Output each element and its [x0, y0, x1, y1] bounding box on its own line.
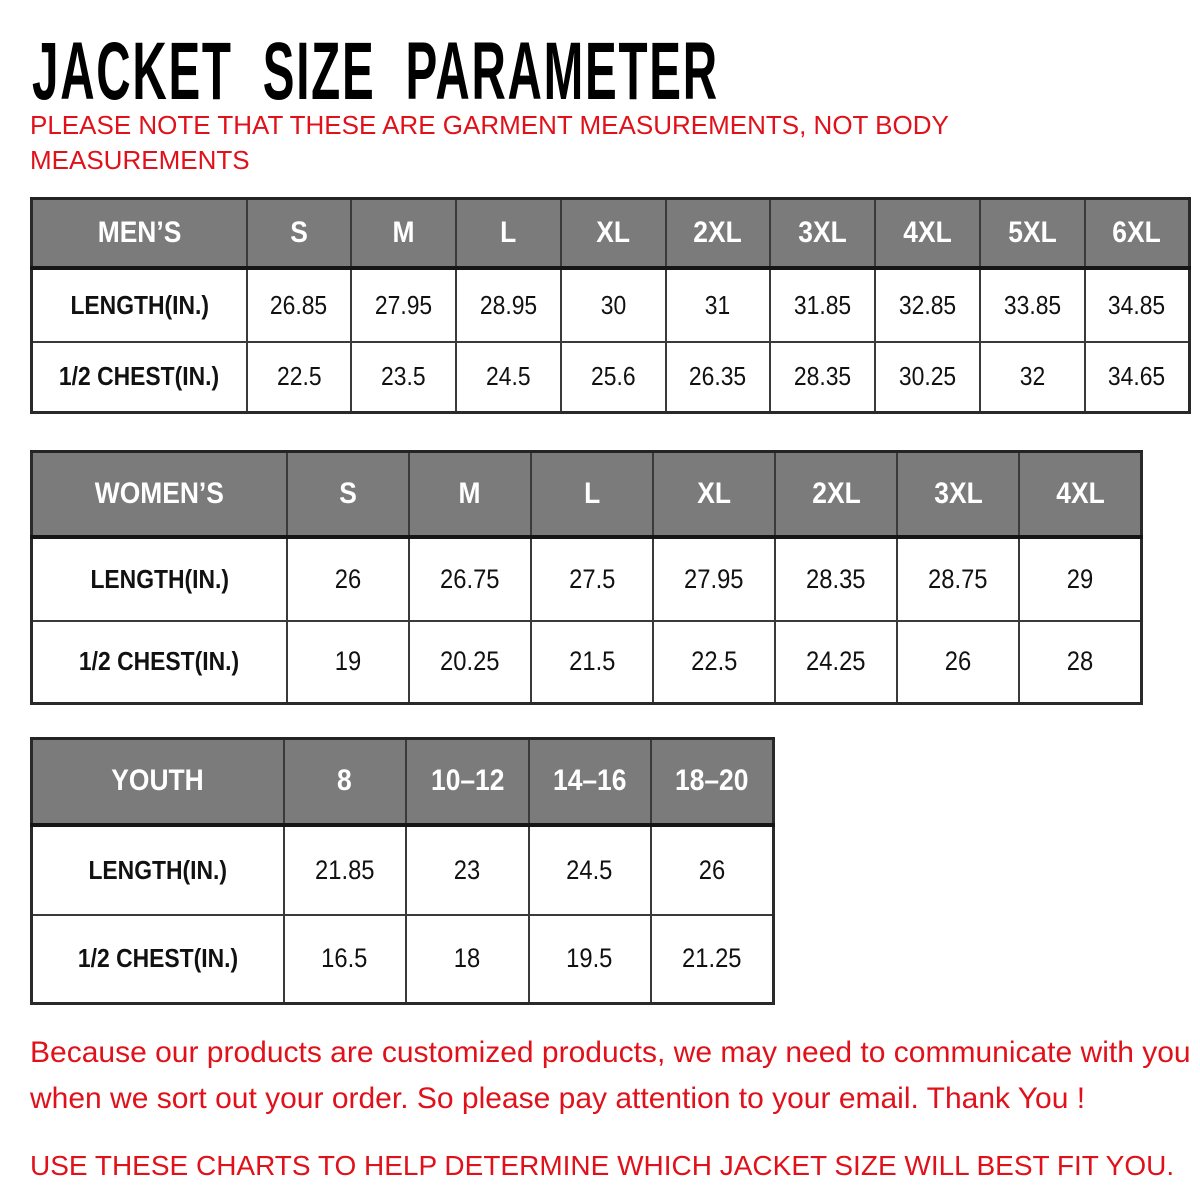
header-label: 6XL [1112, 215, 1161, 249]
womens-size-header-cell [531, 452, 653, 537]
header-label: 2XL [693, 215, 743, 249]
value-cell [287, 621, 409, 704]
youth-category-header-cell [32, 739, 284, 825]
value-text: 26.35 [689, 361, 747, 392]
row-label-cell [32, 825, 284, 915]
value-cell [351, 268, 456, 342]
value-text: 16.5 [321, 943, 368, 974]
value-cell [1085, 342, 1190, 413]
youth-header-row [32, 739, 774, 825]
mens-size-header-cell [980, 199, 1085, 268]
header-label: 5XL [1008, 215, 1057, 249]
value-text: 34.65 [1108, 361, 1166, 392]
value-cell [651, 825, 774, 915]
value-text: 23 [454, 854, 481, 885]
row-label-cell [32, 342, 247, 413]
row-label: LENGTH(IN.) [89, 563, 229, 594]
value-text: 19.5 [566, 943, 613, 974]
mens-data-row [32, 342, 1190, 413]
value-cell [406, 825, 529, 915]
womens-data-row [32, 621, 1142, 704]
value-cell [770, 268, 875, 342]
row-label: LENGTH(IN.) [88, 854, 228, 885]
value-text: 26.85 [270, 289, 328, 320]
header-label: 4XL [903, 215, 952, 249]
value-cell [284, 825, 407, 915]
header-label: 3XL [934, 476, 983, 510]
value-text: 28.35 [806, 563, 866, 594]
value-cell [456, 342, 561, 413]
youth-size-header-cell [406, 739, 529, 825]
row-label-cell [32, 915, 284, 1004]
value-text: 19 [334, 646, 361, 677]
value-cell [775, 537, 897, 621]
youth-size-header-cell [529, 739, 652, 825]
value-text: 27.5 [568, 563, 615, 594]
womens-size-header-cell [409, 452, 531, 537]
value-text: 27.95 [684, 563, 744, 594]
header-label: 8 [337, 764, 353, 798]
header-label: S [290, 215, 308, 249]
note-line-1: PLEASE NOTE THAT THESE ARE GARMENT MEASUREMENTS, NOT BODY [30, 110, 949, 140]
row-label: 1/2 CHEST(IN.) [77, 943, 238, 974]
value-cell [531, 621, 653, 704]
womens-size-table [30, 450, 1143, 705]
mens-size-header-cell [1085, 199, 1190, 268]
header-label: XL [697, 476, 731, 510]
value-text: 21.85 [315, 854, 375, 885]
value-text: 30 [600, 289, 626, 320]
youth-data-row [32, 915, 774, 1004]
womens-size-header-cell [897, 452, 1019, 537]
mens-size-header-cell [770, 199, 875, 268]
value-cell [897, 621, 1019, 704]
header-label: 4XL [1055, 476, 1105, 510]
row-label-cell [32, 621, 287, 704]
value-text: 33.85 [1003, 289, 1061, 320]
header-label: M [392, 215, 415, 249]
header-label: 18–20 [675, 764, 749, 798]
value-cell [775, 621, 897, 704]
mens-category-header-cell [32, 199, 247, 268]
header-label: 3XL [798, 215, 847, 249]
value-text: 31.85 [794, 289, 852, 320]
value-cell [875, 268, 980, 342]
header-label: S [338, 476, 357, 510]
value-cell [666, 342, 771, 413]
mens-size-header-cell [351, 199, 456, 268]
value-cell [980, 268, 1085, 342]
mens-size-table [30, 197, 1191, 414]
womens-data-row [32, 537, 1142, 621]
value-text: 28.35 [794, 361, 852, 392]
value-cell [406, 915, 529, 1004]
header-label: 14–16 [553, 764, 627, 798]
page-title [32, 26, 1200, 117]
mens-data-row [32, 268, 1190, 342]
value-cell [409, 537, 531, 621]
value-cell [284, 915, 407, 1004]
value-cell [561, 342, 666, 413]
value-text: 21.5 [568, 646, 615, 677]
value-text: 32.85 [898, 289, 957, 320]
note-line-2: MEASUREMENTS [30, 145, 250, 175]
womens-category-header-cell [32, 452, 287, 537]
youth-size-header-cell [284, 739, 407, 825]
value-text: 34.85 [1108, 289, 1166, 320]
value-cell [653, 621, 775, 704]
customization-notice-line-1: Because our products are customized products, we may need to communicate with you [30, 1036, 1191, 1069]
value-cell [351, 342, 456, 413]
value-cell [897, 537, 1019, 621]
row-label-cell [32, 268, 247, 342]
value-text: 21.25 [682, 943, 742, 974]
header-label: WOMEN’S [94, 476, 224, 510]
youth-data-row [32, 825, 774, 915]
header-label: M [458, 476, 481, 510]
womens-size-header-cell [653, 452, 775, 537]
value-text: 26 [698, 854, 726, 885]
womens-size-header-cell [775, 452, 897, 537]
value-text: 26 [334, 563, 361, 594]
mens-size-header-cell [875, 199, 980, 268]
header-label: L [500, 215, 517, 249]
value-cell [409, 621, 531, 704]
womens-size-header-cell [287, 452, 409, 537]
value-text: 32 [1019, 361, 1045, 392]
value-cell [1019, 621, 1141, 704]
row-label-cell [32, 537, 287, 621]
garment-measurement-note [30, 108, 949, 178]
value-cell [666, 268, 771, 342]
customization-notice [30, 1030, 1191, 1122]
value-text: 29 [1066, 563, 1094, 594]
value-cell [1019, 537, 1141, 621]
mens-size-header-cell [247, 199, 352, 268]
value-cell [980, 342, 1085, 413]
value-text: 18 [454, 943, 481, 974]
value-text: 31 [705, 289, 731, 320]
value-cell [770, 342, 875, 413]
value-text: 25.6 [590, 361, 636, 392]
youth-size-header-cell [651, 739, 774, 825]
mens-size-header-cell [666, 199, 771, 268]
header-label: YOUTH [111, 764, 204, 798]
value-cell [653, 537, 775, 621]
value-cell [651, 915, 774, 1004]
row-label: 1/2 CHEST(IN.) [59, 361, 220, 392]
header-label: 10–12 [430, 764, 504, 798]
value-cell [247, 268, 352, 342]
value-text: 22.5 [276, 361, 322, 392]
value-text: 26.75 [439, 563, 500, 594]
value-text: 22.5 [690, 646, 738, 677]
value-text: 20.25 [439, 646, 500, 677]
mens-header-row [32, 199, 1190, 268]
value-text: 30.25 [898, 361, 957, 392]
value-cell [529, 915, 652, 1004]
value-text: 28 [1066, 646, 1094, 677]
mens-size-header-cell [561, 199, 666, 268]
value-cell [456, 268, 561, 342]
header-label: L [583, 476, 600, 510]
value-cell [247, 342, 352, 413]
womens-header-row [32, 452, 1142, 537]
value-text: 28.75 [928, 563, 989, 594]
value-cell [875, 342, 980, 413]
value-text: 27.95 [375, 289, 433, 320]
customization-notice-line-2: when we sort out your order. So please pay attention to your email. Thank You ! [30, 1082, 1086, 1115]
chart-usage-note: USE THESE CHARTS TO HELP DETERMINE WHICH JACKET SIZE WILL BEST FIT YOU. [30, 1150, 1175, 1181]
header-label: XL [596, 215, 631, 249]
womens-size-header-cell [1019, 452, 1141, 537]
value-cell [287, 537, 409, 621]
page-title-text: JACKET SIZE PARAMETER [32, 26, 719, 117]
value-text: 24.5 [486, 361, 531, 392]
value-text: 24.25 [806, 646, 866, 677]
value-cell [561, 268, 666, 342]
value-text: 23.5 [381, 361, 426, 392]
value-cell [531, 537, 653, 621]
youth-size-table [30, 737, 775, 1005]
mens-size-header-cell [456, 199, 561, 268]
value-cell [529, 825, 652, 915]
header-label: 2XL [811, 476, 861, 510]
row-label: 1/2 CHEST(IN.) [79, 646, 240, 677]
value-text: 24.5 [566, 854, 613, 885]
value-cell [1085, 268, 1190, 342]
value-text: 26 [945, 646, 972, 677]
row-label: LENGTH(IN.) [69, 289, 209, 320]
header-label: MEN’S [97, 215, 182, 249]
value-text: 28.95 [479, 289, 538, 320]
